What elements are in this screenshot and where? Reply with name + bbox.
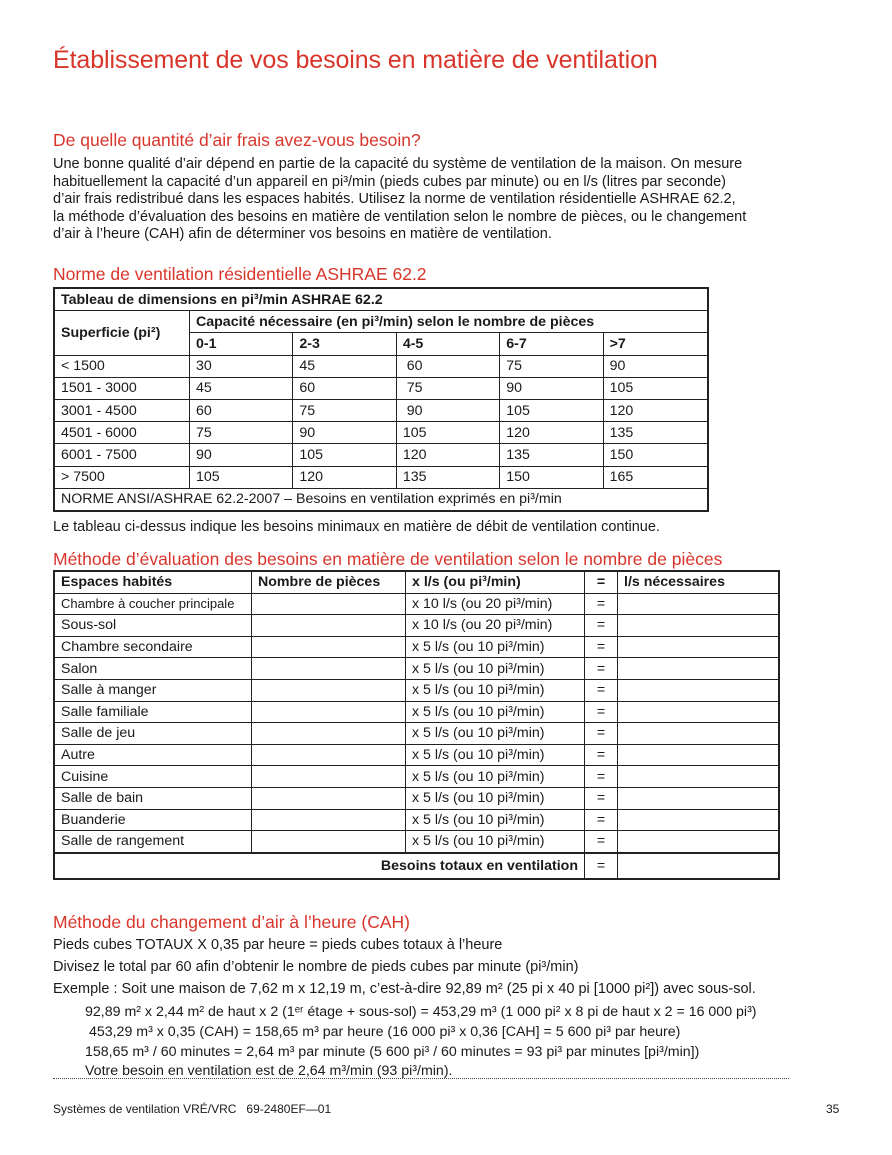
room-rate: x 5 l/s (ou 10 pi³/min) bbox=[406, 701, 585, 723]
table-row bbox=[54, 701, 779, 723]
column-header: l/s nécessaires bbox=[618, 571, 780, 593]
table-cell: 90 bbox=[190, 444, 293, 466]
room-rate: x 5 l/s (ou 10 pi³/min) bbox=[406, 787, 585, 809]
room-name: Salle de jeu bbox=[54, 723, 252, 745]
column-header: x l/s (ou pi³/min) bbox=[406, 571, 585, 593]
ashrae-note: Le tableau ci-dessus indique les besoins minimaux en matière de débit de ventilation continue. bbox=[53, 519, 660, 535]
column-header: Nombre de pièces bbox=[252, 571, 406, 593]
table-cell: 1501 - 3000 bbox=[54, 377, 190, 399]
table-row bbox=[54, 593, 779, 615]
room-name: Salle familiale bbox=[54, 701, 252, 723]
table-row bbox=[54, 658, 779, 680]
table-row bbox=[54, 355, 708, 377]
equals-sign: = bbox=[585, 809, 618, 831]
cah-line: Pieds cubes TOTAUX X 0,35 par heure = pieds cubes totaux à l’heure bbox=[53, 937, 503, 953]
table-cell: 60 bbox=[190, 399, 293, 421]
room-name: Salle de bain bbox=[54, 787, 252, 809]
intro-line: habituellement la capacité d’un appareil en pi³/min (pieds cubes par minute) ou en l/s (litres par seconde) bbox=[53, 173, 727, 190]
area-header: Superficie (pi²) bbox=[54, 311, 190, 355]
table-cell: 45 bbox=[293, 355, 396, 377]
room-name: Chambre secondaire bbox=[54, 636, 252, 658]
room-rate: x 5 l/s (ou 10 pi³/min) bbox=[406, 658, 585, 680]
table-row bbox=[54, 444, 708, 466]
table-cell: 60 bbox=[293, 377, 396, 399]
intro-paragraph bbox=[53, 156, 798, 244]
room-name: Salle de rangement bbox=[54, 831, 252, 853]
table-cell: 135 bbox=[396, 466, 499, 488]
intro-line: d’air à l’heure (CAH) afin de déterminer vos besoins en matière de ventilation. bbox=[53, 226, 552, 243]
equals-sign: = bbox=[585, 593, 618, 615]
table-cell: 150 bbox=[603, 444, 708, 466]
table-row bbox=[54, 831, 779, 853]
table-cell: 45 bbox=[190, 377, 293, 399]
table-row bbox=[54, 377, 708, 399]
room-count-input[interactable] bbox=[252, 658, 406, 680]
room-count-input[interactable] bbox=[252, 744, 406, 766]
column-header: >7 bbox=[603, 333, 708, 355]
table-cell: 120 bbox=[500, 422, 603, 444]
table-cell: 90 bbox=[603, 355, 708, 377]
table-row bbox=[54, 615, 779, 637]
table-row bbox=[54, 399, 708, 421]
room-rate: x 5 l/s (ou 10 pi³/min) bbox=[406, 809, 585, 831]
table-cell: 120 bbox=[396, 444, 499, 466]
room-count-input[interactable] bbox=[252, 831, 406, 853]
column-header: 0-1 bbox=[190, 333, 293, 355]
room-result-input[interactable] bbox=[618, 658, 780, 680]
intro-line: Une bonne qualité d’air dépend en partie de la capacité du système de ventilation de la maison. On mesure bbox=[53, 156, 743, 172]
table-cell: 105 bbox=[603, 377, 708, 399]
table-cell: 150 bbox=[500, 466, 603, 488]
cah-line: Divisez le total par 60 afin d’obtenir le nombre de pieds cubes par minute (pi³/min) bbox=[53, 959, 579, 975]
room-count-input[interactable] bbox=[252, 787, 406, 809]
section-heading-fresh-air: De quelle quantité d’air frais avez-vous besoin? bbox=[53, 130, 421, 150]
table-row bbox=[54, 809, 779, 831]
calc-line: 453,29 m³ x 0,35 (CAH) = 158,65 m³ par heure (16 000 pi³ x 0,36 [CAH] = 5 600 pi³ par heure) bbox=[85, 1024, 681, 1040]
table-cell: 105 bbox=[190, 466, 293, 488]
equals-sign: = bbox=[585, 744, 618, 766]
intro-line: d’air frais redistribué dans les espaces habités. Utilisez la norme de ventilation résidentielle ASHRAE 62.2, bbox=[53, 191, 736, 208]
room-name: Salon bbox=[54, 658, 252, 680]
equals-sign: = bbox=[585, 766, 618, 788]
room-count-input[interactable] bbox=[252, 701, 406, 723]
section-heading-rooms: Méthode d’évaluation des besoins en matière de ventilation selon le nombre de pièces bbox=[53, 549, 723, 569]
room-rate: x 10 l/s (ou 20 pi³/min) bbox=[406, 593, 585, 615]
room-count-input[interactable] bbox=[252, 679, 406, 701]
calc-line: Votre besoin en ventilation est de 2,64 m³/min (93 pi³/min). bbox=[85, 1063, 453, 1079]
room-result-input[interactable] bbox=[618, 679, 780, 701]
room-count-input[interactable] bbox=[252, 615, 406, 637]
table-row bbox=[54, 636, 779, 658]
table-cell: 90 bbox=[396, 399, 499, 421]
table-row bbox=[54, 766, 779, 788]
room-count-input[interactable] bbox=[252, 723, 406, 745]
room-result-input[interactable] bbox=[618, 723, 780, 745]
room-result-input[interactable] bbox=[618, 809, 780, 831]
table-cell: 90 bbox=[293, 422, 396, 444]
room-rate: x 5 l/s (ou 10 pi³/min) bbox=[406, 831, 585, 853]
calc-line: 158,65 m³ / 60 minutes = 2,64 m³ par minute (5 600 pi³ / 60 minutes = 93 pi³ par minutes [pi³/min]) bbox=[85, 1044, 700, 1060]
calc-line: 92,89 m² x 2,44 m² de haut x 2 (1ᵉʳ étage + sous-sol) = 453,29 m³ (1 000 pi² x 8 pi de haut x 2 = 16 000 pi³) bbox=[85, 1004, 757, 1020]
room-count-input[interactable] bbox=[252, 766, 406, 788]
room-name: Chambre à coucher principale bbox=[54, 593, 252, 615]
table-cell: 105 bbox=[500, 399, 603, 421]
table-cell: 120 bbox=[293, 466, 396, 488]
table-row bbox=[54, 744, 779, 766]
equals-sign: = bbox=[585, 615, 618, 637]
column-header: = bbox=[585, 571, 618, 593]
table-cell: 105 bbox=[396, 422, 499, 444]
room-result-input[interactable] bbox=[618, 787, 780, 809]
table-cell: 120 bbox=[603, 399, 708, 421]
total-row bbox=[54, 853, 779, 879]
room-result-input[interactable] bbox=[618, 593, 780, 615]
table-cell: 60 bbox=[396, 355, 499, 377]
room-result-input[interactable] bbox=[618, 766, 780, 788]
table-cell: 105 bbox=[293, 444, 396, 466]
rooms-table bbox=[53, 570, 780, 880]
table-cell: < 1500 bbox=[54, 355, 190, 377]
column-header: 2-3 bbox=[293, 333, 396, 355]
table-cell: 90 bbox=[500, 377, 603, 399]
room-name: Salle à manger bbox=[54, 679, 252, 701]
equals-sign: = bbox=[585, 853, 618, 879]
room-name: Cuisine bbox=[54, 766, 252, 788]
equals-sign: = bbox=[585, 636, 618, 658]
column-header: Espaces habités bbox=[54, 571, 252, 593]
table-row bbox=[54, 787, 779, 809]
table-cell: 75 bbox=[396, 377, 499, 399]
ashrae-table bbox=[53, 287, 709, 512]
section-heading-cah: Méthode du changement d’air à l’heure (CAH) bbox=[53, 912, 410, 932]
table-row bbox=[54, 679, 779, 701]
room-result-input[interactable] bbox=[618, 615, 780, 637]
room-count-input[interactable] bbox=[252, 809, 406, 831]
table-row bbox=[54, 466, 708, 488]
room-rate: x 5 l/s (ou 10 pi³/min) bbox=[406, 636, 585, 658]
room-rate: x 5 l/s (ou 10 pi³/min) bbox=[406, 679, 585, 701]
table-row bbox=[54, 723, 779, 745]
room-result-input[interactable] bbox=[618, 636, 780, 658]
room-result-input[interactable] bbox=[618, 701, 780, 723]
section-heading-ashrae: Norme de ventilation résidentielle ASHRAE 62.2 bbox=[53, 264, 427, 284]
ashrae-footnote: NORME ANSI/ASHRAE 62.2-2007 – Besoins en ventilation exprimés en pi³/min bbox=[54, 488, 708, 511]
table-cell: 3001 - 4500 bbox=[54, 399, 190, 421]
intro-line: la méthode d’évaluation des besoins en matière de ventilation selon le nombre de pièces, ou le changement bbox=[53, 208, 747, 225]
page-title: Établissement de vos besoins en matière de ventilation bbox=[53, 46, 658, 74]
equals-sign: = bbox=[585, 679, 618, 701]
table-cell: 75 bbox=[500, 355, 603, 377]
room-rate: x 5 l/s (ou 10 pi³/min) bbox=[406, 723, 585, 745]
room-name: Buanderie bbox=[54, 809, 252, 831]
total-label: Besoins totaux en ventilation bbox=[54, 853, 585, 879]
ashrae-table-title: Tableau de dimensions en pi³/min ASHRAE 62.2 bbox=[54, 288, 708, 311]
room-count-input[interactable] bbox=[252, 636, 406, 658]
capacity-header: Capacité nécessaire (en pi³/min) selon le nombre de pièces bbox=[190, 311, 709, 333]
dotted-divider bbox=[53, 1078, 789, 1079]
equals-sign: = bbox=[585, 831, 618, 853]
page-number: 35 bbox=[826, 1102, 840, 1116]
room-rate: x 5 l/s (ou 10 pi³/min) bbox=[406, 744, 585, 766]
room-name: Sous-sol bbox=[54, 615, 252, 637]
table-cell: 165 bbox=[603, 466, 708, 488]
table-header-row bbox=[54, 571, 779, 593]
column-header: 6-7 bbox=[500, 333, 603, 355]
table-cell: 135 bbox=[500, 444, 603, 466]
room-rate: x 10 l/s (ou 20 pi³/min) bbox=[406, 615, 585, 637]
table-cell: 135 bbox=[603, 422, 708, 444]
table-cell: > 7500 bbox=[54, 466, 190, 488]
column-header: 4-5 bbox=[396, 333, 499, 355]
table-cell: 75 bbox=[190, 422, 293, 444]
equals-sign: = bbox=[585, 658, 618, 680]
table-cell: 30 bbox=[190, 355, 293, 377]
equals-sign: = bbox=[585, 787, 618, 809]
room-result-input[interactable] bbox=[618, 831, 780, 853]
room-result-input[interactable] bbox=[618, 744, 780, 766]
footer-text: Systèmes de ventilation VRÉ/VRC 69-2480EF—01 bbox=[53, 1102, 332, 1116]
table-cell: 75 bbox=[293, 399, 396, 421]
room-count-input[interactable] bbox=[252, 593, 406, 615]
room-name: Autre bbox=[54, 744, 252, 766]
room-rate: x 5 l/s (ou 10 pi³/min) bbox=[406, 766, 585, 788]
equals-sign: = bbox=[585, 701, 618, 723]
table-row bbox=[54, 422, 708, 444]
table-cell: 4501 - 6000 bbox=[54, 422, 190, 444]
total-result-input[interactable] bbox=[618, 853, 780, 879]
equals-sign: = bbox=[585, 723, 618, 745]
table-cell: 6001 - 7500 bbox=[54, 444, 190, 466]
cah-line: Exemple : Soit une maison de 7,62 m x 12,19 m, c’est-à-dire 92,89 m² (25 pi x 40 pi [1000 pi²]) avec sous-sol. bbox=[53, 981, 756, 997]
